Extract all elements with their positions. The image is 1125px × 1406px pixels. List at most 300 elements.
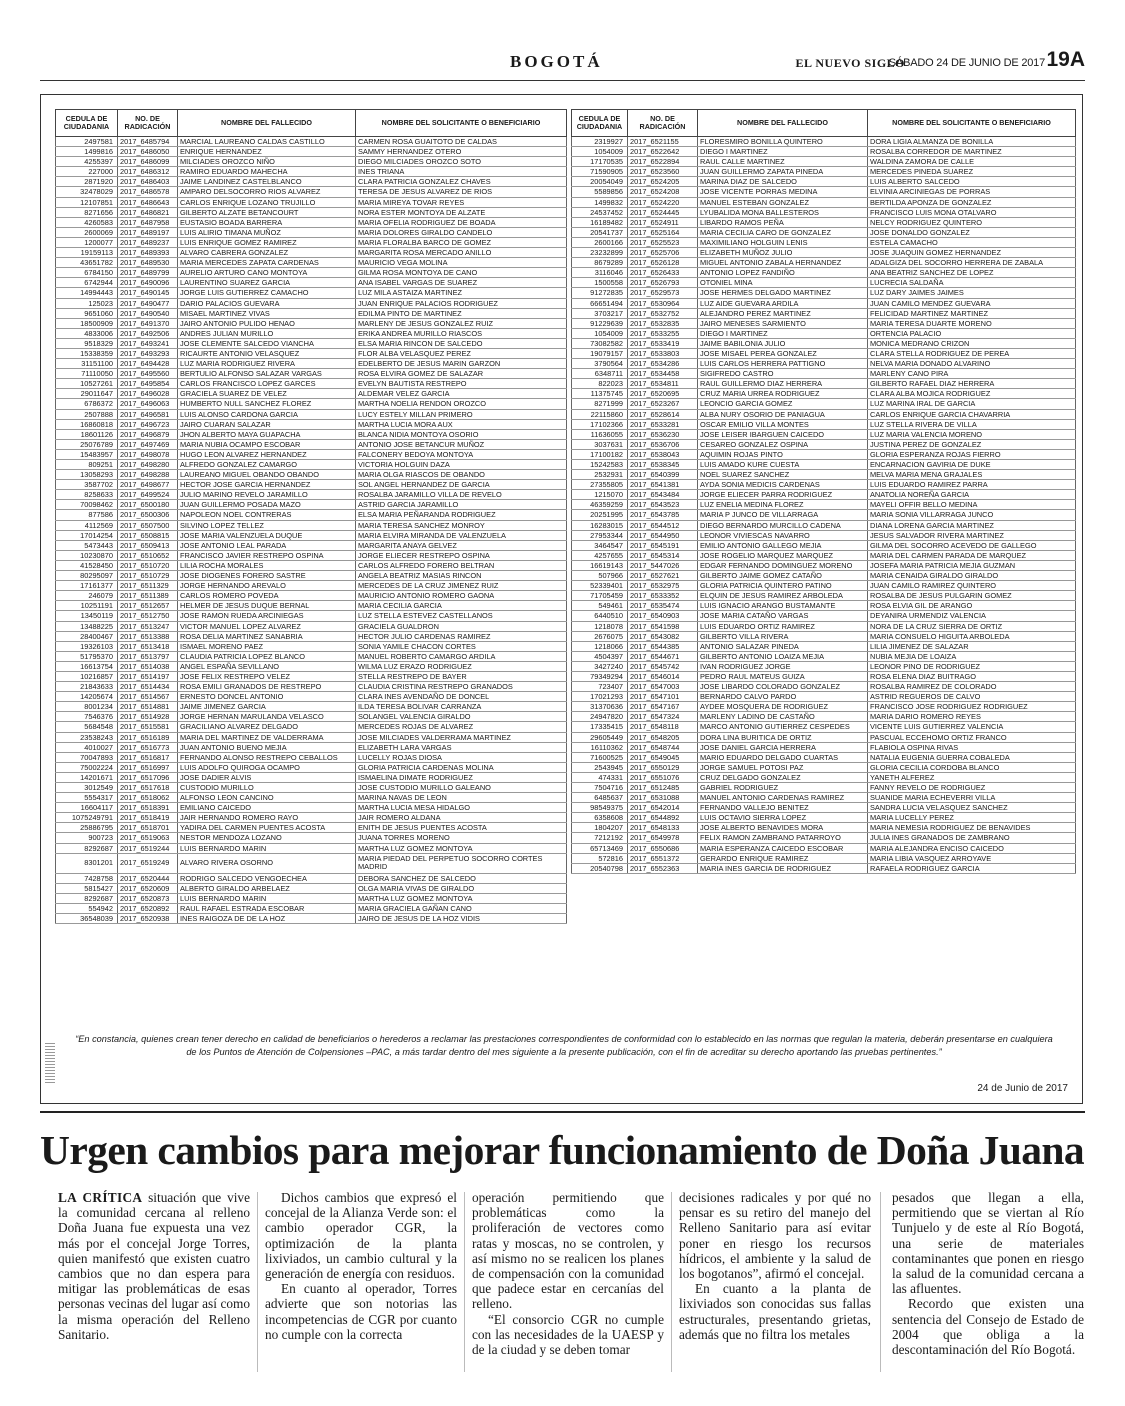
fallecido-cell: DIEGO BERNARDO MURCILLO CADENA [698,520,868,530]
fallecido-cell: HUGO LEON ALVAREZ HERNANDEZ [178,449,356,459]
fallecido-cell: DARIO PALACIOS GUEVARA [178,298,356,308]
cedula-cell: 17014254 [56,530,118,540]
table-row [572,449,1076,459]
cedula-cell: 23232899 [572,248,628,258]
fallecido-cell: LAURENTINO SUAREZ GARCIA [178,278,356,288]
fallecido-cell: RODRIGO SALCEDO VENGOECHEA [178,873,356,883]
beneficiario-cell: ELIZABETH LARA VARGAS [356,742,567,752]
radicacion-cell: 2017_6513418 [118,641,178,651]
cedula-cell: 71110050 [56,369,118,379]
beneficiario-cell: RAFAELA RODRIGUEZ GARCIA [868,863,1076,873]
radicacion-cell: 2017_6520444 [118,873,178,883]
fallecido-cell: MILCIADES OROZCO NIÑO [178,157,356,167]
article-kicker: LA CRÍTICA [58,1190,143,1205]
table-row [572,147,1076,157]
cedula-cell: 2507888 [56,409,118,419]
cedula-cell: 10251191 [56,601,118,611]
radicacion-cell: 2017_6524205 [628,177,698,187]
table-row [572,621,1076,631]
radicacion-cell: 2017_6547101 [628,692,698,702]
fallecido-cell: JAIME BABILONIA JULIO [698,338,868,348]
cedula-cell: 13488225 [56,621,118,631]
beneficiario-cell: ROSALBA CORREDOR DE MARTINEZ [868,147,1076,157]
fallecido-cell: JOSE FELIX RESTREPO VELEZ [178,671,356,681]
fallecido-cell: ALFONSO LEON CANCINO [178,793,356,803]
radicacion-cell: 2017_6548118 [628,722,698,732]
radicacion-cell: 2017_6533803 [628,348,698,358]
radicacion-cell: 2017_6486578 [118,187,178,197]
cedula-cell: 6784150 [56,268,118,278]
fallecido-cell: JOSE VICENTE PORRAS MEDINA [698,187,868,197]
radicacion-cell: 2017_6533352 [628,591,698,601]
beneficiario-cell: MARGARITA ANAYA GELVEZ [356,540,567,550]
fallecido-cell: HECTOR JOSE GARCIA HERNANDEZ [178,480,356,490]
beneficiario-cell: ROSA ELENA DIAZ BUITRAGO [868,671,1076,681]
beneficiario-cell: DORA LIGIA ALMANZA DE BONILLA [868,137,1076,147]
column-header: NOMBRE DEL FALLECIDO [698,110,868,137]
cedula-cell: 4255397 [56,157,118,167]
beneficiario-cell: HECTOR JULIO CARDENAS RAMIREZ [356,631,567,641]
table-row [572,762,1076,772]
beneficiario-cell: NUBIA MEJIA DE LOAIZA [868,651,1076,661]
beneficiario-cell: ASTRID GARCIA JARAMILLO [356,500,567,510]
fallecido-cell: ELIZABETH MUÑOZ JULIO [698,248,868,258]
cedula-cell: 16613754 [56,661,118,671]
table-row [56,449,567,459]
radicacion-cell: 2017_6516773 [118,742,178,752]
fallecido-cell: ALBA NURY OSORIO DE PANIAGUA [698,409,868,419]
table-row [56,651,567,661]
radicacion-cell: 2017_6514434 [118,682,178,692]
table-row [56,601,567,611]
beneficiario-cell: ALDEMAR VELEZ GARCIA [356,389,567,399]
column-header: CEDULA DE CIUDADANIA [572,110,628,137]
beneficiario-cell: ELSA MARIA PEÑARANDA RODRIGUEZ [356,510,567,520]
beneficiario-cell: MARIA NEMESIA RODRIGUEZ DE BENAVIDES [868,823,1076,833]
beneficiario-cell: NELVA MARIA DONADO ALVARINO [868,359,1076,369]
fallecido-cell: JUAN ANTONIO BUENO MEJIA [178,742,356,752]
beneficiario-cell: TERESA DE JESUS ALVAREZ DE RIOS [356,187,567,197]
table-row [572,591,1076,601]
table-row [572,490,1076,500]
beneficiario-cell: JESUS SALVADOR RIVERA MARTINEZ [868,530,1076,540]
table-row [56,883,567,893]
beneficiario-cell: CARLOS ENRIQUE GARCIA CHAVARRIA [868,409,1076,419]
column-header: NO. DE RADICACIÓN [628,110,698,137]
article-paragraph: Dichos cambios que expresó el concejal de la Alianza Verde son: el cambio operador CGR, la optimización de la planta lixiviados, un cambio cultural y la generación de energía con residuos. [265,1190,457,1282]
table-row [572,732,1076,742]
radicacion-cell: 2017_6491370 [118,318,178,328]
table-row [572,177,1076,187]
beneficiario-cell: BLANCA NIDIA MONTOYA OSORIO [356,429,567,439]
fallecido-cell: ELQUIN DE JESUS RAMIREZ ARBOLEDA [698,591,868,601]
table-row [56,318,567,328]
radicacion-cell: 2017_6494428 [118,359,178,369]
radicacion-cell: 2017_6536230 [628,429,698,439]
radicacion-cell: 2017_6547324 [628,712,698,722]
radicacion-cell: 2017_6550686 [628,843,698,853]
table-row [572,258,1076,268]
fallecido-cell: GILBERTO ANTONIO LOAIZA MEJIA [698,651,868,661]
fallecido-cell: GLORIA PATRICIA QUINTERO PATINO [698,581,868,591]
table-row [572,530,1076,540]
cedula-cell: 8271999 [572,399,628,409]
fallecido-cell: LEONCIO GARCIA GOMEZ [698,399,868,409]
table-row [572,671,1076,681]
radicacion-cell: 2017_6545191 [628,540,698,550]
table-row [572,853,1076,863]
table-row [56,258,567,268]
beneficiario-cell: MERCEDES DE LA CRUZ JIMENEZ RUIZ [356,581,567,591]
fallecido-cell: LUIS OCTAVIO SIERRA LOPEZ [698,813,868,823]
article-paragraph: operación permitiendo que problemáticas como la proliferación de vectores como ratas y moscas, no se controlen, y así mismo no se realicen los planes de compensación con la comunidad que padece estar en cercanías del relleno. [472,1190,664,1312]
column-separator [257,1192,258,1372]
beneficiario-cell: EDELBERTO DE JESUS MARIN GARZON [356,359,567,369]
fallecido-cell: MARLENY LADINO DE CASTAÑO [698,712,868,722]
beneficiario-cell: MARTHA LUZ GOMEZ MONTOYA [356,843,567,853]
beneficiario-cell: GLORIA PATRICIA CARDENAS MOLINA [356,762,567,772]
table-row [56,308,567,318]
fallecido-cell: INES RAIGOZA DE DE LA HOZ [178,914,356,924]
radicacion-cell: 2017_6545742 [628,661,698,671]
beneficiario-cell: LUCELLY ROJAS DIOSA [356,752,567,762]
table-row [56,803,567,813]
fallecido-cell: JOSE LIBARDO COLORADO GONZALEZ [698,682,868,692]
beneficiario-cell: ANATOLIA NOREÑA GARCIA [868,490,1076,500]
beneficiario-cell: CLARA STELLA RODRIGUEZ DE PEREA [868,348,1076,358]
beneficiario-cell: JOSE CUSTODIO MURILLO GALEANO [356,783,567,793]
fallecido-cell: LIBARDO RAMOS PEÑA [698,217,868,227]
radicacion-cell: 2017_6534458 [628,369,698,379]
radicacion-cell: 2017_6498288 [118,470,178,480]
radicacion-cell: 2017_6530964 [628,298,698,308]
fallecido-cell: GRACIELA SUAREZ DE VELEZ [178,389,356,399]
fallecido-cell: JAIRO ANTONIO PULIDO HENAO [178,318,356,328]
table-row [572,298,1076,308]
radicacion-cell: 2017_5447026 [628,560,698,570]
beneficiario-cell: NORA ESTER MONTOYA DE ALZATE [356,207,567,217]
table-row [56,893,567,903]
radicacion-cell: 2017_6544385 [628,641,698,651]
fallecido-cell: MARIO EDUARDO DELGADO CUARTAS [698,752,868,762]
table-row [572,308,1076,318]
radicacion-cell: 2017_6524220 [628,197,698,207]
fallecido-cell: CRUZ DELGADO GONZALEZ [698,772,868,782]
cedula-cell: 16619143 [572,560,628,570]
beneficiario-cell: SUANIDE MARIA ECHEVERRI VILLA [868,793,1076,803]
table-row [56,409,567,419]
fallecido-cell: JULIO MARINO REVELO JARAMILLO [178,490,356,500]
fallecido-cell: RAUL GUILLERMO DIAZ HERRERA [698,379,868,389]
radicacion-cell: 2017_6540903 [628,611,698,621]
cedula-cell: 7504716 [572,783,628,793]
cedula-cell: 8301201 [56,853,118,873]
table-row [56,288,567,298]
radicacion-cell: 2017_6541598 [628,621,698,631]
table-row [56,571,567,581]
radicacion-cell: 2017_6532835 [628,318,698,328]
article-column-3 [472,1190,664,1357]
cedula-cell: 6440510 [572,611,628,621]
cedula-cell: 2497581 [56,137,118,147]
fallecido-cell: ALBERTO GIRALDO ARBELAEZ [178,883,356,893]
beneficiario-cell: ANTONIO JOSE BETANCUR MUÑOZ [356,439,567,449]
beneficiario-cell: ROSA ELVIRA GOMEZ DE SALAZAR [356,369,567,379]
radicacion-cell: 2017_6508815 [118,530,178,540]
radicacion-cell: 2017_6518701 [118,823,178,833]
table-row [56,227,567,237]
table-row [56,762,567,772]
radicacion-cell: 2017_6518391 [118,803,178,813]
cedula-cell: 27355805 [572,480,628,490]
table-row [572,419,1076,429]
fallecido-cell: VICTOR MANUEL LOPEZ ALVAREZ [178,621,356,631]
table-row [56,661,567,671]
cedula-cell: 18601126 [56,429,118,439]
radicacion-cell: 2017_6510720 [118,560,178,570]
issue-date: SÁBADO 24 DE JUNIO DE 2017 [888,57,1045,69]
fallecido-cell: FERNANDO VALLEJO BENITEZ [698,803,868,813]
radicacion-cell: 2017_6513388 [118,631,178,641]
radicacion-cell: 2017_6498078 [118,449,178,459]
cedula-cell: 5815427 [56,883,118,893]
table-row [572,742,1076,752]
fallecido-cell: ALVARO RIVERA OSORNO [178,853,356,873]
radicacion-cell: 2017_6485794 [118,137,178,147]
fallecido-cell: LUZ ENELIA MEDINA FLOREZ [698,500,868,510]
beneficiario-cell: ENCARNACION GAVIRIA DE DUKE [868,460,1076,470]
table-row [572,359,1076,369]
cedula-cell: 51795370 [56,651,118,661]
cedula-cell: 125023 [56,298,118,308]
table-row [56,268,567,278]
article-paragraph: pesados que llegan a ella, permitiendo que se viertan al Río Tunjuelo y de este al Río Bogotá, una serie de materiales contaminantes que ponen en riesgo la salud de la comunidad cercana a las afluentes. [892,1190,1084,1297]
fallecido-cell: YADIRA DEL CARMEN PUENTES ACOSTA [178,823,356,833]
beneficiario-cell: MELVA MARIA MENA GRAJALES [868,470,1076,480]
cedula-cell: 19159113 [56,248,118,258]
radicacion-cell: 2017_6527621 [628,571,698,581]
beneficiario-cell: JUANA TORRES MORENO [356,833,567,843]
beneficiario-cell: JAIRO DE JESUS DE LA HOZ VIDIS [356,914,567,924]
beneficiario-cell: MARTHA LUCIA MORA AUX [356,419,567,429]
cedula-cell: 822023 [572,379,628,389]
fallecido-cell: ANGEL ESPAÑA SEVILLANO [178,661,356,671]
beneficiario-cell: MARTHA NOELIA RENDON OROZCO [356,399,567,409]
table-row [572,692,1076,702]
radicacion-cell: 2017_6496028 [118,389,178,399]
table-row [572,560,1076,570]
table-row [572,399,1076,409]
cedula-cell: 29605449 [572,732,628,742]
radicacion-cell: 2017_6523267 [628,399,698,409]
radicacion-cell: 2017_6524445 [628,207,698,217]
radicacion-cell: 2017_6520609 [118,883,178,893]
article-column-4 [679,1190,871,1342]
cedula-cell: 3587702 [56,480,118,490]
beneficiario-cell: MARIA ELVIRA MIRANDA DE VALENZUELA [356,530,567,540]
beneficiario-cell: MARIA OFELIA RODRIGUEZ DE BOADA [356,217,567,227]
beneficiario-cell: FRANCISCO LUIS MONA OTALVARO [868,207,1076,217]
cedula-cell: 4260583 [56,217,118,227]
beneficiario-cell: GILMA ROSA MONTOYA DE CANO [356,268,567,278]
table-row [56,692,567,702]
cedula-cell: 24537452 [572,207,628,217]
cedula-cell: 5554317 [56,793,118,803]
table-row [572,510,1076,520]
table-row [56,419,567,429]
fallecido-cell: LUZ AIDE GUEVARA ARDILA [698,298,868,308]
fallecido-cell: HUMBERTO NULL SANCHEZ FLOREZ [178,399,356,409]
table-row [572,328,1076,338]
cedula-cell: 572816 [572,853,628,863]
beneficiario-cell: MARIA SONIA VILLARRAGA JUNCO [868,510,1076,520]
article-column-5 [892,1190,1084,1357]
fallecido-cell: ANDRES JULIAN MURILLO [178,328,356,338]
beneficiario-cell: ESTELA CAMACHO [868,237,1076,247]
fallecido-cell: ERNESTO DONCEL ANTONIO [178,692,356,702]
fallecido-cell: CUSTODIO MURILLO [178,783,356,793]
table-row [56,621,567,631]
radicacion-cell: 2017_6516817 [118,752,178,762]
fallecido-cell: JOSE MARIA VALENZUELA DUQUE [178,530,356,540]
cedula-cell: 15338359 [56,348,118,358]
table-row [56,359,567,369]
fallecido-cell: ENRIQUE HERNANDEZ [178,147,356,157]
column-header: NOMBRE DEL SOLICITANTE O BENEFICIARIO [356,110,567,137]
cedula-cell: 1804207 [572,823,628,833]
radicacion-cell: 2017_6519063 [118,833,178,843]
radicacion-cell: 2017_6543082 [628,631,698,641]
fallecido-cell: JAIRO CUARAN SALAZAR [178,419,356,429]
cedula-cell: 3012549 [56,783,118,793]
table-row [572,863,1076,873]
fallecido-cell: LUIS CARLOS HERRERA PATTIGNO [698,359,868,369]
fallecido-cell: RICAURTE ANTONIO VELASQUEZ [178,348,356,358]
table-row [56,702,567,712]
fallecido-cell: MIGUEL ANTONIO ZABALA HERNANDEZ [698,258,868,268]
cedula-cell: 10527261 [56,379,118,389]
table-row [572,641,1076,651]
radicacion-cell: 2017_6525164 [628,227,698,237]
radicacion-cell: 2017_6516189 [118,732,178,742]
cedula-cell: 14994443 [56,288,118,298]
cedula-cell: 2871920 [56,177,118,187]
radicacion-cell: 2017_6526128 [628,258,698,268]
cedula-cell: 70047893 [56,752,118,762]
table-row [572,823,1076,833]
radicacion-cell: 2017_6490477 [118,298,178,308]
radicacion-cell: 2017_6550129 [628,762,698,772]
beneficiario-cell: NATALIA EUGENIA GUERRA COBALEDA [868,752,1076,762]
radicacion-cell: 2017_6493241 [118,338,178,348]
table-row [572,813,1076,823]
beneficiary-table-right [571,109,1076,874]
table-row [56,480,567,490]
cedula-cell: 91229639 [572,318,628,328]
table-row [56,248,567,258]
table-row [572,571,1076,581]
radicacion-cell: 2017_6551372 [628,853,698,863]
table-row [572,550,1076,560]
beneficiario-cell: SAMMY HERNANDEZ OTERO [356,147,567,157]
radicacion-cell: 2017_6489197 [118,227,178,237]
radicacion-cell: 2017_6548133 [628,823,698,833]
table-row [56,510,567,520]
beneficiario-cell: JOSE DONALDO GONZALEZ [868,227,1076,237]
radicacion-cell: 2017_6499524 [118,490,178,500]
table-row [572,248,1076,258]
table-row [56,591,567,601]
beneficiario-cell: JORGE ELIECER RESTREPO OSPINA [356,550,567,560]
radicacion-cell: 2017_6538043 [628,449,698,459]
cedula-cell: 8292687 [56,843,118,853]
cedula-cell: 17102366 [572,419,628,429]
cedula-cell: 20540798 [572,863,628,873]
beneficiario-cell: CARLOS ALFREDO FORERO BELTRAN [356,560,567,570]
radicacion-cell: 2017_6522894 [628,157,698,167]
fallecido-cell: LUZ MARIA RODRIGUEZ RIVERA [178,359,356,369]
fallecido-cell: JOSE MARIA CATAÑO VARGAS [698,611,868,621]
cedula-cell: 32478029 [56,187,118,197]
cedula-cell: 25886795 [56,823,118,833]
table-row [56,157,567,167]
cedula-cell: 7546376 [56,712,118,722]
table-row [56,217,567,227]
cedula-cell: 52339401 [572,581,628,591]
masthead-rule [40,80,1085,81]
table-row [56,671,567,681]
cedula-cell: 73082582 [572,338,628,348]
fallecido-cell: MARIA CECILIA CARO DE GONZALEZ [698,227,868,237]
cedula-cell: 19079157 [572,348,628,358]
radicacion-cell: 2017_6533419 [628,338,698,348]
beneficiario-cell: LUIS ALBERTO SALCEDO [868,177,1076,187]
fallecido-cell: JORGE SAMUEL POTOSI PAZ [698,762,868,772]
fallecido-cell: JORGE LUIS GUTIERREZ CAMACHO [178,288,356,298]
beneficiario-cell: MARIA GRACIELA GAÑAN CANO [356,903,567,913]
cedula-cell: 227000 [56,167,118,177]
cedula-cell: 4504397 [572,651,628,661]
column-separator [464,1192,465,1372]
table-row [56,389,567,399]
table-row [56,540,567,550]
radicacion-cell: 2017_6498280 [118,460,178,470]
radicacion-cell: 2017_6520938 [118,914,178,924]
beneficiario-cell: ROSALBA DE JESUS PULGARIN GOMEZ [868,591,1076,601]
cedula-cell: 1054009 [572,328,628,338]
radicacion-cell: 2017_6497469 [118,439,178,449]
beneficiario-cell: DIEGO MILCIADES OROZCO SOTO [356,157,567,167]
cedula-cell: 11375745 [572,389,628,399]
beneficiario-cell: LILIA JIMENEZ DE SALAZAR [868,641,1076,651]
fallecido-cell: AMPARO DELSOCORRO RIOS ALVAREZ [178,187,356,197]
fallecido-cell: JOSE MISAEL PEREA GONZALEZ [698,348,868,358]
fallecido-cell: LILIA ROCHA MORALES [178,560,356,570]
fallecido-cell: ALEJANDRO PEREZ MARTINEZ [698,308,868,318]
radicacion-cell: 2017_6511389 [118,591,178,601]
cedula-cell: 98549375 [572,803,628,813]
table-row [572,702,1076,712]
cedula-cell: 13058293 [56,470,118,480]
radicacion-cell: 2017_6493293 [118,348,178,358]
beneficiario-cell: JOSEFA MARIA PATRICIA MEJIA GUZMAN [868,560,1076,570]
cedula-cell: 12107851 [56,197,118,207]
cedula-cell: 723407 [572,682,628,692]
fallecido-cell: OTONIEL MINA [698,278,868,288]
beneficiario-cell: ROSALBA RAMIREZ DE COLORADO [868,682,1076,692]
fallecido-cell: JUAN GUILLERMO POSADA MAZO [178,500,356,510]
radicacion-cell: 2017_6547167 [628,702,698,712]
